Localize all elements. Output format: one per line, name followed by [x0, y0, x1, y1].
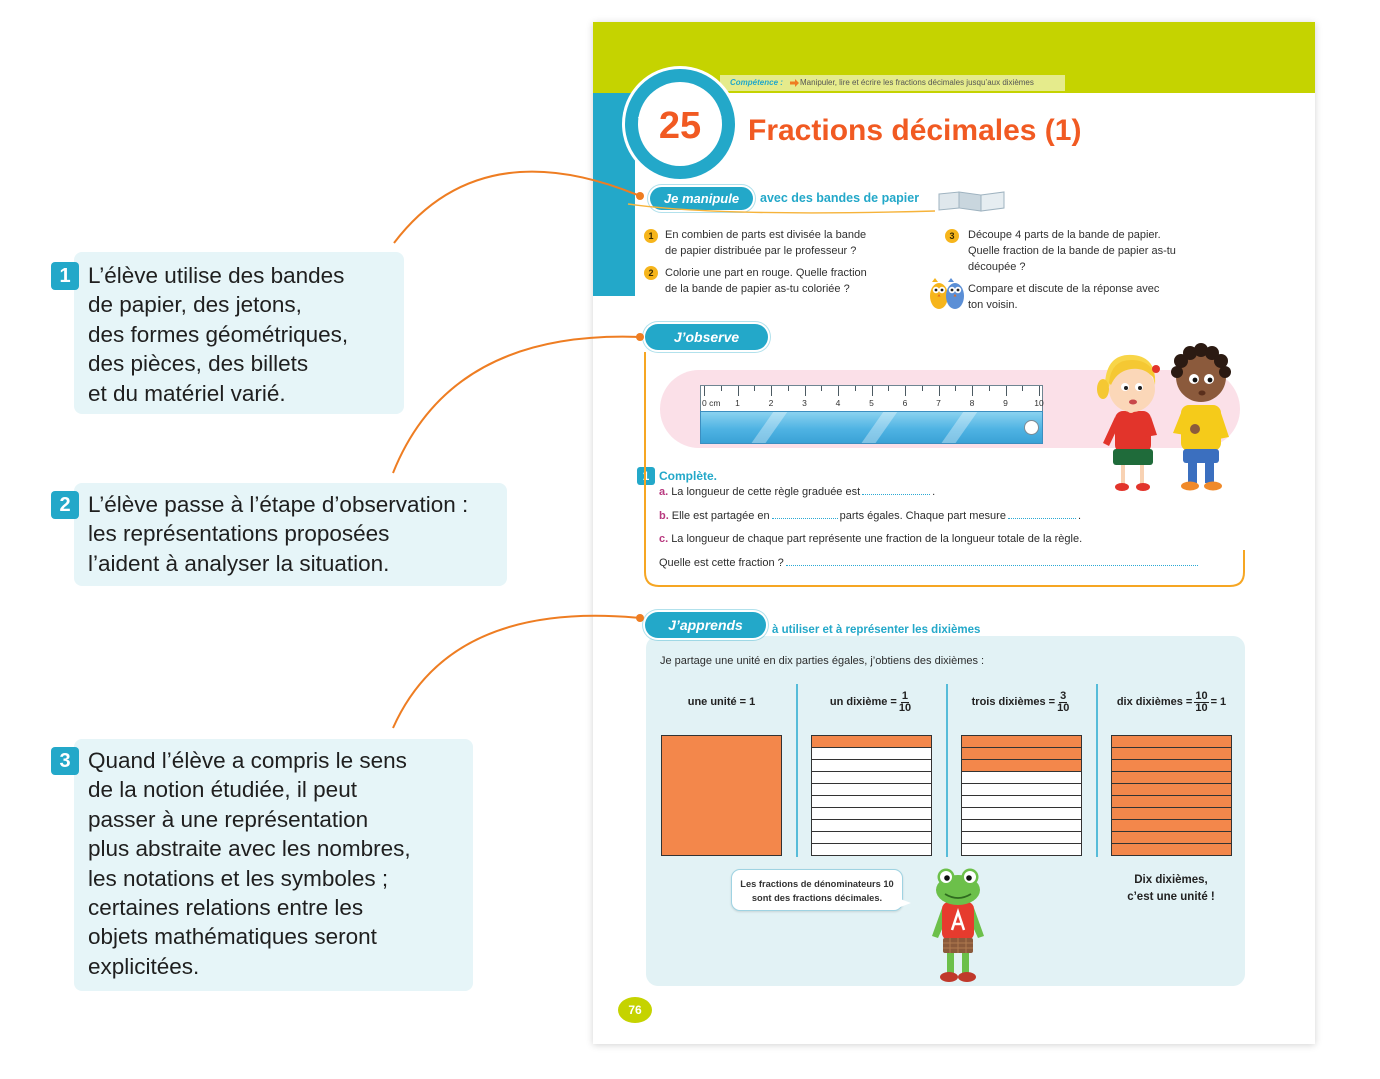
grid-part-empty [962, 831, 1081, 843]
fraction [1057, 691, 1069, 714]
annotation-line: de la notion étudiée, il peut [88, 777, 357, 803]
one-tenth-square [811, 735, 932, 856]
domain-label: NOMBRES ET CALCULS [636, 88, 724, 122]
ruler-label: 4 [835, 398, 841, 408]
competence-text: Manipuler, lire et écrire les fractions décimales jusqu’aux dixièmes [800, 78, 1034, 87]
annotation-text-1 [88, 261, 348, 408]
item-number-1: 1 [644, 229, 658, 243]
speech-bubble-tail [895, 897, 911, 909]
page-number: 76 [618, 997, 652, 1023]
fraction [1194, 691, 1208, 714]
ruler-tick [805, 386, 806, 396]
grid-part-filled [962, 736, 1081, 747]
manipule-tag: Je manipule [650, 187, 753, 210]
manipule-item-3 [968, 227, 1176, 275]
ruler-tick [1039, 386, 1040, 396]
ruler-half-tick [989, 386, 990, 391]
annotation-line: L’élève passe à l’étape d’observation : [88, 492, 469, 517]
exercise-line-a [659, 485, 935, 499]
annotation-line: explicitées. [88, 953, 200, 979]
ruler-label: 6 [902, 398, 908, 408]
item-line: Quelle fraction de la bande de papier as-tu [968, 245, 1176, 257]
bubble-line: Les fractions de dénominateurs 10 [740, 879, 894, 889]
annotation-line: les notations et les symboles ; [88, 865, 389, 891]
competence-line [720, 75, 1065, 91]
annotation-line: Quand l’élève a compris le sens [88, 748, 407, 773]
learn-intro: Je partage une unité en dix parties égales, j’obtiens des dixièmes : [660, 655, 985, 667]
column-header-ten-tenths [1096, 686, 1247, 718]
fraction [899, 691, 911, 714]
item-line: Colorie une part en rouge. Quelle fraction [665, 267, 867, 279]
exercise-question [659, 556, 1200, 570]
item-line: Compare et discute de la réponse avec [968, 283, 1160, 295]
owls-icon [929, 274, 965, 312]
bubble-line: sont des fractions décimales. [751, 893, 883, 903]
ruler-label: 8 [969, 398, 975, 408]
ruler-tick [1006, 386, 1007, 396]
answer-blank [786, 556, 1198, 566]
grid-part-filled [1112, 771, 1231, 783]
ruler-tick [905, 386, 906, 396]
item-number-2: 2 [644, 266, 658, 280]
ruler-label: 3 [802, 398, 807, 408]
answer-blank [772, 509, 838, 519]
grid-part-filled [662, 736, 781, 855]
ruler-half-tick [754, 386, 755, 391]
column-label: une unité = 1 [687, 696, 756, 708]
grid-part-filled [1112, 831, 1231, 843]
annotation-number-3: 3 [51, 747, 79, 775]
ruler-half-tick [955, 386, 956, 391]
grid-part-filled [1112, 807, 1231, 819]
ruler-tick [704, 386, 705, 396]
ruler-tick [872, 386, 873, 396]
ruler-label: 7 [936, 398, 941, 408]
ruler-hole [1024, 420, 1039, 435]
grid-part-filled [1112, 783, 1231, 795]
item-line: de la bande de papier as-tu coloriée ? [665, 283, 850, 295]
grid-part-empty [962, 819, 1081, 831]
question-text: Elle est partagée en [671, 510, 770, 522]
ten-tenths-square [1111, 735, 1232, 856]
column-header-three-tenths [946, 686, 1097, 718]
item-line: de papier distribuée par le professeur ? [665, 245, 857, 257]
unit-square [661, 735, 782, 856]
question-end: . [932, 486, 936, 498]
grid-part-empty [962, 807, 1081, 819]
grid-part-filled [1112, 843, 1231, 855]
item-line: En combien de parts est divisée la bande [665, 229, 867, 241]
question-letter: a. [659, 486, 669, 498]
grid-part-empty [812, 771, 931, 783]
column-label: un dixième = [829, 696, 897, 708]
grid-part-empty [812, 747, 931, 759]
ruler-body [700, 411, 1043, 444]
ruler-label: 2 [768, 398, 774, 408]
annotation-line: les représentations proposées [88, 521, 390, 547]
ruler-half-tick [855, 386, 856, 391]
grid-part-filled [1112, 736, 1231, 747]
paper-strip-icon [937, 189, 1007, 213]
annotation-line: des pièces, des billets [88, 351, 309, 377]
ruler-reflection [745, 411, 791, 444]
annotation-line: plus abstraite avec les nombres, [88, 836, 411, 862]
ruler-half-tick [888, 386, 889, 391]
grid-part-empty [962, 783, 1081, 795]
manipule-item-1 [665, 227, 866, 259]
ruler-tick [939, 386, 940, 396]
discuss-text [968, 281, 1159, 313]
grid-part-filled [1112, 819, 1231, 831]
grid-part-empty [812, 819, 931, 831]
exercise-number: 1 [637, 467, 655, 485]
question-text: La longueur de cette règle graduée est [671, 486, 861, 498]
item-line: découpée ? [968, 261, 1026, 273]
annotation-text-2 [88, 490, 468, 578]
frog-mascot-icon [928, 866, 988, 988]
manipule-item-2 [665, 265, 867, 297]
apprends-tag: J’apprends [645, 612, 766, 638]
arrow-right-icon [790, 79, 799, 87]
annotation-line: L’élève utilise des bandes [88, 263, 345, 288]
answer-blank [862, 485, 930, 495]
question-text: parts égales. Chaque part mesure [839, 510, 1006, 522]
remark-line: c’est une unité ! [1127, 891, 1215, 903]
ruler-scale [700, 385, 1043, 412]
column-label: dix dixièmes = [1116, 696, 1193, 708]
ruler-half-tick [821, 386, 822, 391]
children-icon [1095, 325, 1240, 493]
ruler-tick [771, 386, 772, 396]
annotation-text-3 [88, 746, 411, 981]
three-tenths-square [961, 735, 1082, 856]
competence-label: Compétence : [730, 78, 783, 87]
grid-part-filled [812, 736, 931, 747]
grid-part-empty [812, 783, 931, 795]
grid-part-empty [962, 843, 1081, 855]
ruler-label: 9 [1003, 398, 1008, 408]
grid-part-empty [812, 795, 931, 807]
question-end: . [1077, 510, 1082, 522]
annotation-line: de papier, des jetons, [88, 292, 302, 318]
column-suffix: = 1 [1210, 696, 1227, 708]
annotation-line: et du matériel varié. [88, 380, 286, 406]
page-title: Fractions décimales (1) [748, 114, 1082, 147]
numerator: 3 [1060, 689, 1067, 702]
ruler-half-tick [788, 386, 789, 391]
ruler-label: 5 [869, 398, 874, 408]
question-letter: b. [659, 510, 669, 522]
grid-part-empty [962, 795, 1081, 807]
numerator: 1 [901, 689, 909, 702]
item-line: Découpe 4 parts de la bande de papier. [968, 229, 1161, 241]
speech-bubble [731, 869, 903, 911]
grid-part-empty [812, 807, 931, 819]
annotation-line: passer à une représentation [88, 806, 369, 832]
annotation-line: des formes géométriques, [88, 321, 349, 347]
lesson-number: 25 [658, 105, 702, 147]
exercise-line-b [659, 509, 1081, 523]
answer-blank [1008, 509, 1076, 519]
item-number-3: 3 [945, 229, 959, 243]
ruler [700, 385, 1043, 443]
question-text: Quelle est cette fraction ? [659, 557, 784, 569]
denominator: 10 [1057, 701, 1070, 714]
grid-part-filled [1112, 795, 1231, 807]
ruler-half-tick [721, 386, 722, 391]
ruler-label: 0 cm [702, 398, 721, 408]
annotation-number-2: 2 [51, 491, 79, 519]
grid-part-filled [1112, 747, 1231, 759]
item-line: ton voisin. [968, 299, 1018, 311]
column-header-one-tenth [796, 686, 947, 718]
grid-part-empty [962, 771, 1081, 783]
grid-part-filled [962, 759, 1081, 771]
manipule-subtitle: avec des bandes de papier [760, 191, 920, 205]
observe-tag: J’observe [645, 324, 768, 350]
grid-part-filled [1112, 759, 1231, 771]
numerator: 10 [1195, 689, 1208, 702]
exercise-line-c [659, 532, 1082, 546]
grid-part-filled [962, 747, 1081, 759]
denominator: 10 [1195, 701, 1208, 714]
question-text: La longueur de chaque part représente une fraction de la longueur totale de la règle. [671, 533, 1083, 545]
ruler-label: 10 [1034, 398, 1044, 408]
denominator: 10 [898, 701, 912, 714]
ruler-reflection [855, 411, 901, 444]
ruler-half-tick [922, 386, 923, 391]
ruler-half-tick [1022, 386, 1023, 391]
annotation-line: l’aident à analyser la situation. [88, 550, 390, 576]
remark-text [1110, 872, 1232, 906]
ruler-tick [972, 386, 973, 396]
lesson-number-badge [620, 64, 740, 184]
question-letter: c. [659, 533, 669, 545]
grid-part-empty [812, 831, 931, 843]
ruler-tick [738, 386, 739, 396]
remark-line: Dix dixièmes, [1134, 874, 1208, 886]
annotation-line: certaines relations entre les [88, 895, 364, 921]
column-header-unit [646, 686, 797, 718]
grid-part-empty [812, 843, 931, 855]
column-label: trois dixièmes = [971, 696, 1056, 708]
exercise-instruction: Complète. [659, 469, 718, 483]
grid-part-empty [812, 759, 931, 771]
ruler-reflection [935, 411, 981, 444]
apprends-subtitle: à utiliser et à représenter les dixièmes [772, 624, 981, 636]
annotation-number-1: 1 [51, 262, 79, 290]
ruler-label: 1 [735, 398, 740, 408]
annotation-line: objets mathématiques seront [88, 924, 377, 950]
ruler-tick [838, 386, 839, 396]
